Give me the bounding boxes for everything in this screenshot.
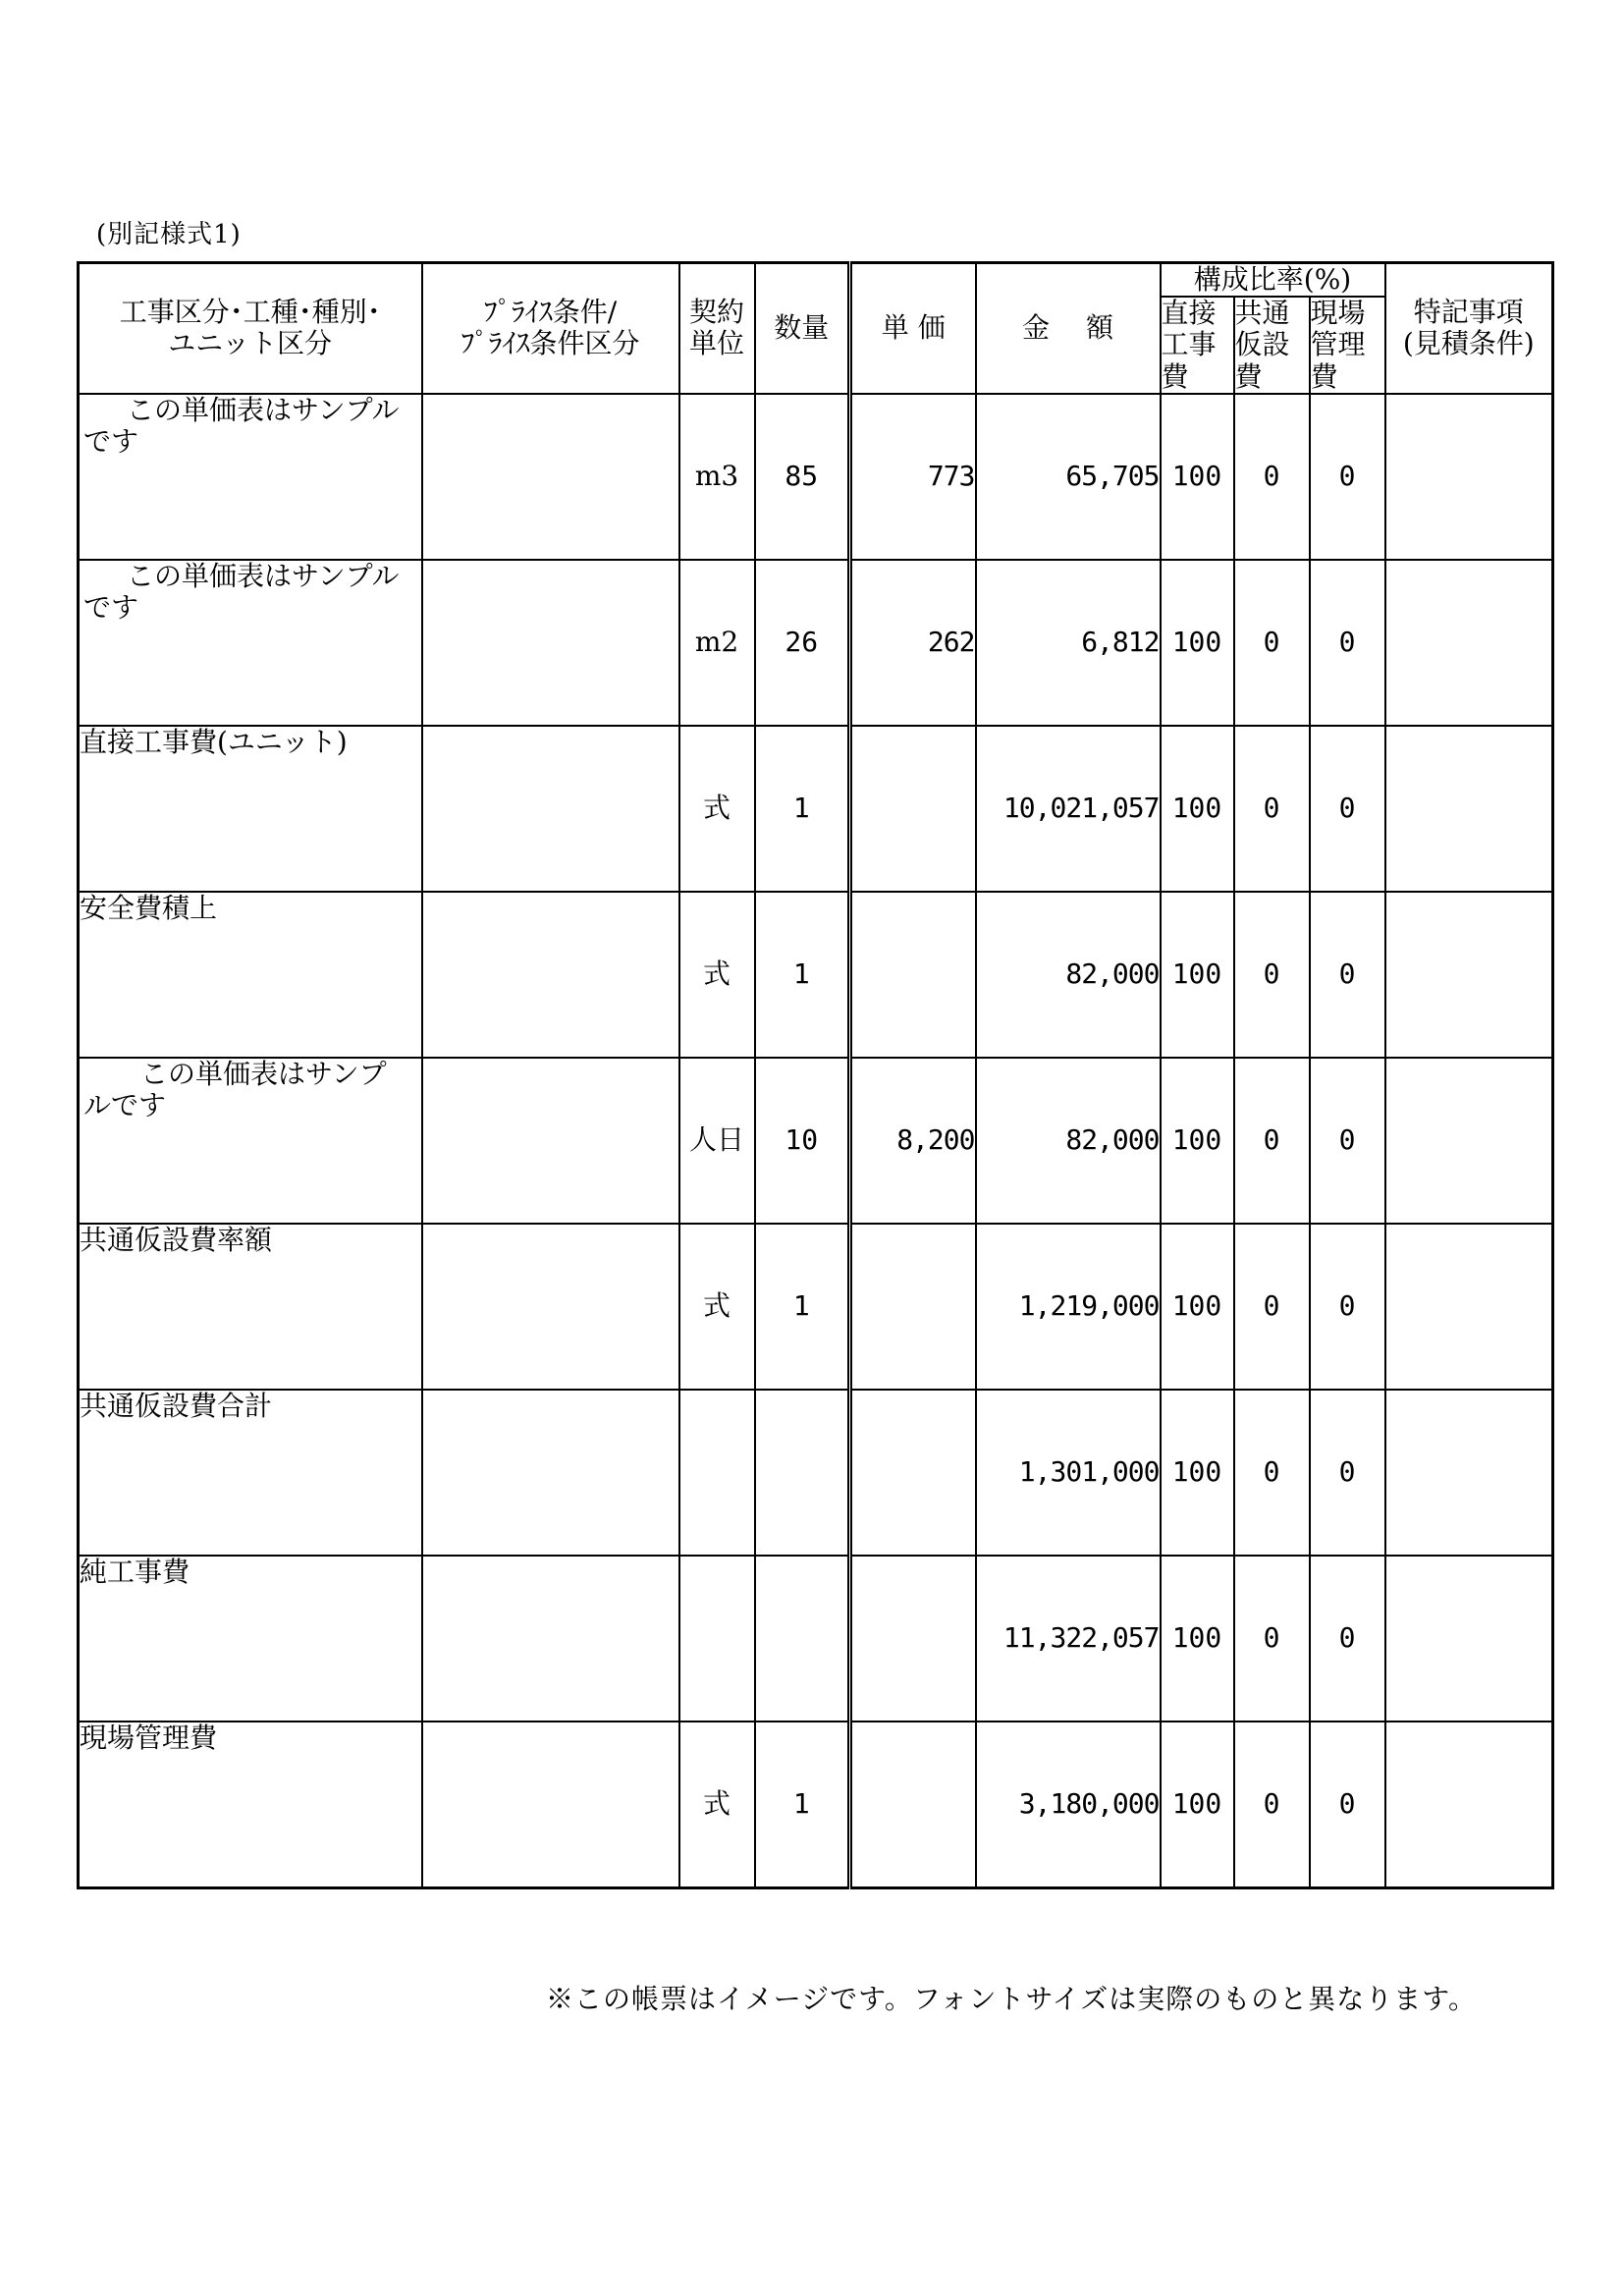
table-row (79, 1224, 1553, 1390)
row-ratio-site: 0 (1310, 394, 1385, 560)
row-ratio-site: 0 (1310, 560, 1385, 726)
row-price-condition (422, 726, 679, 892)
row-notes (1385, 1224, 1553, 1390)
row-unit-price: 773 (850, 394, 976, 560)
row-amount: 10,021,057 (976, 726, 1161, 892)
header-amount: 金 額 (976, 263, 1161, 394)
row-name: 純工事費 (79, 1556, 422, 1722)
row-ratio-site: 0 (1310, 892, 1385, 1058)
table-row (79, 1722, 1553, 1888)
header-unit-line1: 契約 (688, 296, 744, 329)
row-notes (1385, 560, 1553, 726)
row-ratio-common: 0 (1234, 1556, 1310, 1722)
table-row (79, 892, 1553, 1058)
header-ratio-direct: 直接工事費 (1161, 297, 1234, 394)
row-quantity (755, 1390, 850, 1556)
row-ratio-direct: 100 (1161, 1722, 1234, 1888)
header-name-line1: 工事区分･工種･種別･ (119, 296, 381, 329)
row-unit: m2 (679, 560, 755, 726)
header-ratio-group: 構成比率(%) (1161, 263, 1385, 298)
row-ratio-common: 0 (1234, 1722, 1310, 1888)
row-amount: 11,322,057 (976, 1556, 1161, 1722)
row-price-condition (422, 1224, 679, 1390)
row-ratio-common: 0 (1234, 1224, 1310, 1390)
row-unit: 人日 (679, 1058, 755, 1224)
header-notes-line2: (見積条件) (1402, 327, 1535, 360)
header-name (79, 263, 422, 394)
row-unit: 式 (679, 1722, 755, 1888)
row-ratio-direct: 100 (1161, 1224, 1234, 1390)
header-quantity: 数量 (755, 263, 850, 394)
row-ratio-site: 0 (1310, 1556, 1385, 1722)
row-name: 安全費積上 (79, 892, 422, 1058)
row-price-condition (422, 892, 679, 1058)
row-amount: 65,705 (976, 394, 1161, 560)
row-ratio-common: 0 (1234, 1058, 1310, 1224)
row-amount: 82,000 (976, 1058, 1161, 1224)
row-quantity: 1 (755, 1722, 850, 1888)
row-amount: 6,812 (976, 560, 1161, 726)
row-unit-price: 8,200 (850, 1058, 976, 1224)
table-row (79, 394, 1553, 560)
row-price-condition (422, 560, 679, 726)
table-row (79, 560, 1553, 726)
row-ratio-site: 0 (1310, 1722, 1385, 1888)
row-unit-price (850, 892, 976, 1058)
row-name: 直接工事費(ユニット) (79, 726, 422, 892)
row-ratio-direct: 100 (1161, 892, 1234, 1058)
row-quantity: 26 (755, 560, 850, 726)
table-row (79, 1390, 1553, 1556)
row-ratio-common: 0 (1234, 394, 1310, 560)
row-name: 現場管理費 (79, 1722, 422, 1888)
header-ratio-site: 現場管理費 (1310, 297, 1385, 394)
row-ratio-direct: 100 (1161, 394, 1234, 560)
header-price-line2: ﾌﾟﾗｲｽ条件区分 (460, 327, 640, 360)
form-label: (別記様式1) (96, 220, 242, 249)
row-notes (1385, 726, 1553, 892)
row-price-condition (422, 1390, 679, 1556)
row-ratio-site: 0 (1310, 1224, 1385, 1390)
row-ratio-direct: 100 (1161, 1390, 1234, 1556)
row-name: 共通仮設費合計 (79, 1390, 422, 1556)
row-name: この単価表はサンプルです (79, 1058, 422, 1224)
row-unit (679, 1390, 755, 1556)
row-name: 共通仮設費率額 (79, 1224, 422, 1390)
header-price-condition (422, 263, 679, 394)
row-price-condition (422, 1058, 679, 1224)
footnote: ※この帳票はイメージです。フォントサイズは実際のものと異なります。 (546, 1983, 1478, 2015)
row-unit (679, 1556, 755, 1722)
table-row (79, 1058, 1553, 1224)
row-notes (1385, 1722, 1553, 1888)
row-quantity: 1 (755, 726, 850, 892)
row-name: この単価表はサンプルです (79, 394, 422, 560)
row-price-condition (422, 394, 679, 560)
header-unit-line2: 単位 (688, 327, 744, 360)
header-contract-unit (679, 263, 755, 394)
row-unit-price: 262 (850, 560, 976, 726)
row-quantity: 10 (755, 1058, 850, 1224)
row-ratio-site: 0 (1310, 1390, 1385, 1556)
header-ratio-common: 共通仮設費 (1234, 297, 1310, 394)
row-quantity: 1 (755, 892, 850, 1058)
header-price-line1: ﾌﾟﾗｲｽ条件/ (483, 296, 618, 329)
table-row (79, 1556, 1553, 1722)
header-notes-line1: 特記事項 (1413, 296, 1524, 329)
row-ratio-site: 0 (1310, 726, 1385, 892)
table-row (79, 726, 1553, 892)
row-ratio-common: 0 (1234, 892, 1310, 1058)
row-ratio-common: 0 (1234, 1390, 1310, 1556)
row-ratio-direct: 100 (1161, 560, 1234, 726)
header-unit-price: 単 価 (850, 263, 976, 394)
row-name: この単価表はサンプルです (79, 560, 422, 726)
row-unit: m3 (679, 394, 755, 560)
row-ratio-direct: 100 (1161, 1556, 1234, 1722)
row-quantity (755, 1556, 850, 1722)
row-ratio-common: 0 (1234, 560, 1310, 726)
row-unit: 式 (679, 1224, 755, 1390)
row-notes (1385, 1058, 1553, 1224)
row-notes (1385, 394, 1553, 560)
row-amount: 1,219,000 (976, 1224, 1161, 1390)
estimate-table (77, 261, 1554, 1889)
row-notes (1385, 892, 1553, 1058)
row-unit-price (850, 726, 976, 892)
row-unit-price (850, 1224, 976, 1390)
row-price-condition (422, 1556, 679, 1722)
row-unit-price (850, 1556, 976, 1722)
row-unit: 式 (679, 892, 755, 1058)
row-ratio-direct: 100 (1161, 726, 1234, 892)
row-unit-price (850, 1390, 976, 1556)
row-unit-price (850, 1722, 976, 1888)
row-ratio-common: 0 (1234, 726, 1310, 892)
header-notes (1385, 263, 1553, 394)
row-amount: 82,000 (976, 892, 1161, 1058)
row-quantity: 85 (755, 394, 850, 560)
row-unit: 式 (679, 726, 755, 892)
row-ratio-direct: 100 (1161, 1058, 1234, 1224)
header-name-line2: ユニット区分 (168, 327, 333, 360)
row-notes (1385, 1390, 1553, 1556)
row-amount: 1,301,000 (976, 1390, 1161, 1556)
row-notes (1385, 1556, 1553, 1722)
row-ratio-site: 0 (1310, 1058, 1385, 1224)
row-amount: 3,180,000 (976, 1722, 1161, 1888)
row-quantity: 1 (755, 1224, 850, 1390)
row-price-condition (422, 1722, 679, 1888)
